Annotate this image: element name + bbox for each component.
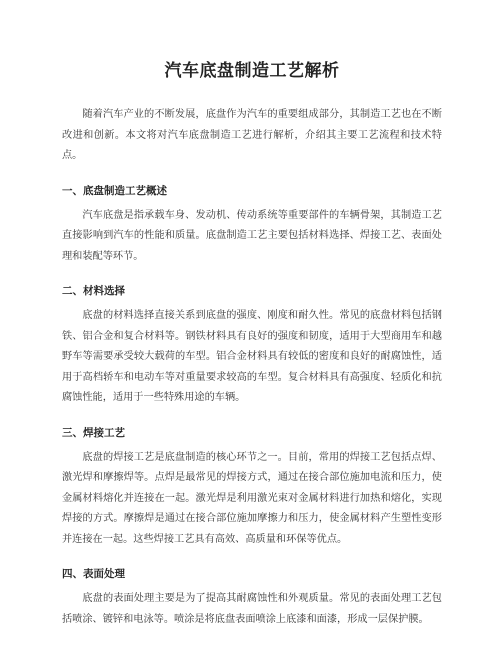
section-welding bbox=[62, 425, 442, 551]
section-paragraph: 底盘的焊接工艺是底盘制造的核心环节之一。目前，常用的焊接工艺包括点焊、激光焊和摩擦焊等。点焊是最常见的焊接方式，通过在接合部位施加电流和压力，使金属材料熔化并连接在一起。激光焊是利用激光束对金属材料进行加热和熔化，实现焊接的方式。摩擦焊是通过在接合部位施加摩擦力和压力，使金属材料产生塑性变形并连接在一起。这些焊接工艺具有高效、高质量和环保等优点。 bbox=[62, 451, 442, 545]
section-paragraph: 底盘的材料选择直接关系到底盘的强度、刚度和耐久性。常见的底盘材料包括钢铁、铝合金和复合材料等。钢铁材料具有良好的强度和韧度，适用于大型商用车和越野车等需要承受较大载荷的车型。铝合金材料具有较低的密度和良好的耐腐蚀性，适用于高档轿车和电动车等对重量要求较高的车型。复合材料具有高强度、轻质化和抗腐蚀性能，适用于一些特殊用途的车辆。 bbox=[62, 310, 442, 403]
section-paragraph: 汽车底盘是指承载车身、发动机、传动系统等重要部件的车辆骨架，其制造工艺直接影响到汽车的性能和质量。底盘制造工艺主要包括材料选择、焊接工艺、表面处理和装配等环节。 bbox=[62, 209, 442, 262]
section-heading: 三、焊接工艺 bbox=[62, 426, 125, 439]
section-overview bbox=[62, 183, 442, 268]
document-title: 汽车底盘制造工艺解析 bbox=[164, 61, 340, 81]
section-heading: 二、材料选择 bbox=[62, 285, 125, 297]
section-paragraph: 底盘的表面处理主要是为了提高其耐腐蚀性和外观质量。常见的表面处理工艺包括喷涂、镀锌和电泳等。喷涂是将底盘表面喷涂上底漆和面漆，形成一层保护膜。 bbox=[62, 593, 442, 625]
section-materials bbox=[62, 283, 442, 409]
intro-paragraph: 随着汽车产业的不断发展，底盘作为汽车的重要组成部分，其制造工艺也在不断改进和创新。本文将对汽车底盘制造工艺进行解析，介绍其主要工艺流程和技术特点。 bbox=[62, 109, 442, 161]
section-heading: 一、底盘制造工艺概述 bbox=[62, 184, 167, 197]
section-surface-treatment bbox=[62, 566, 442, 630]
section-heading: 四、表面处理 bbox=[62, 568, 125, 580]
